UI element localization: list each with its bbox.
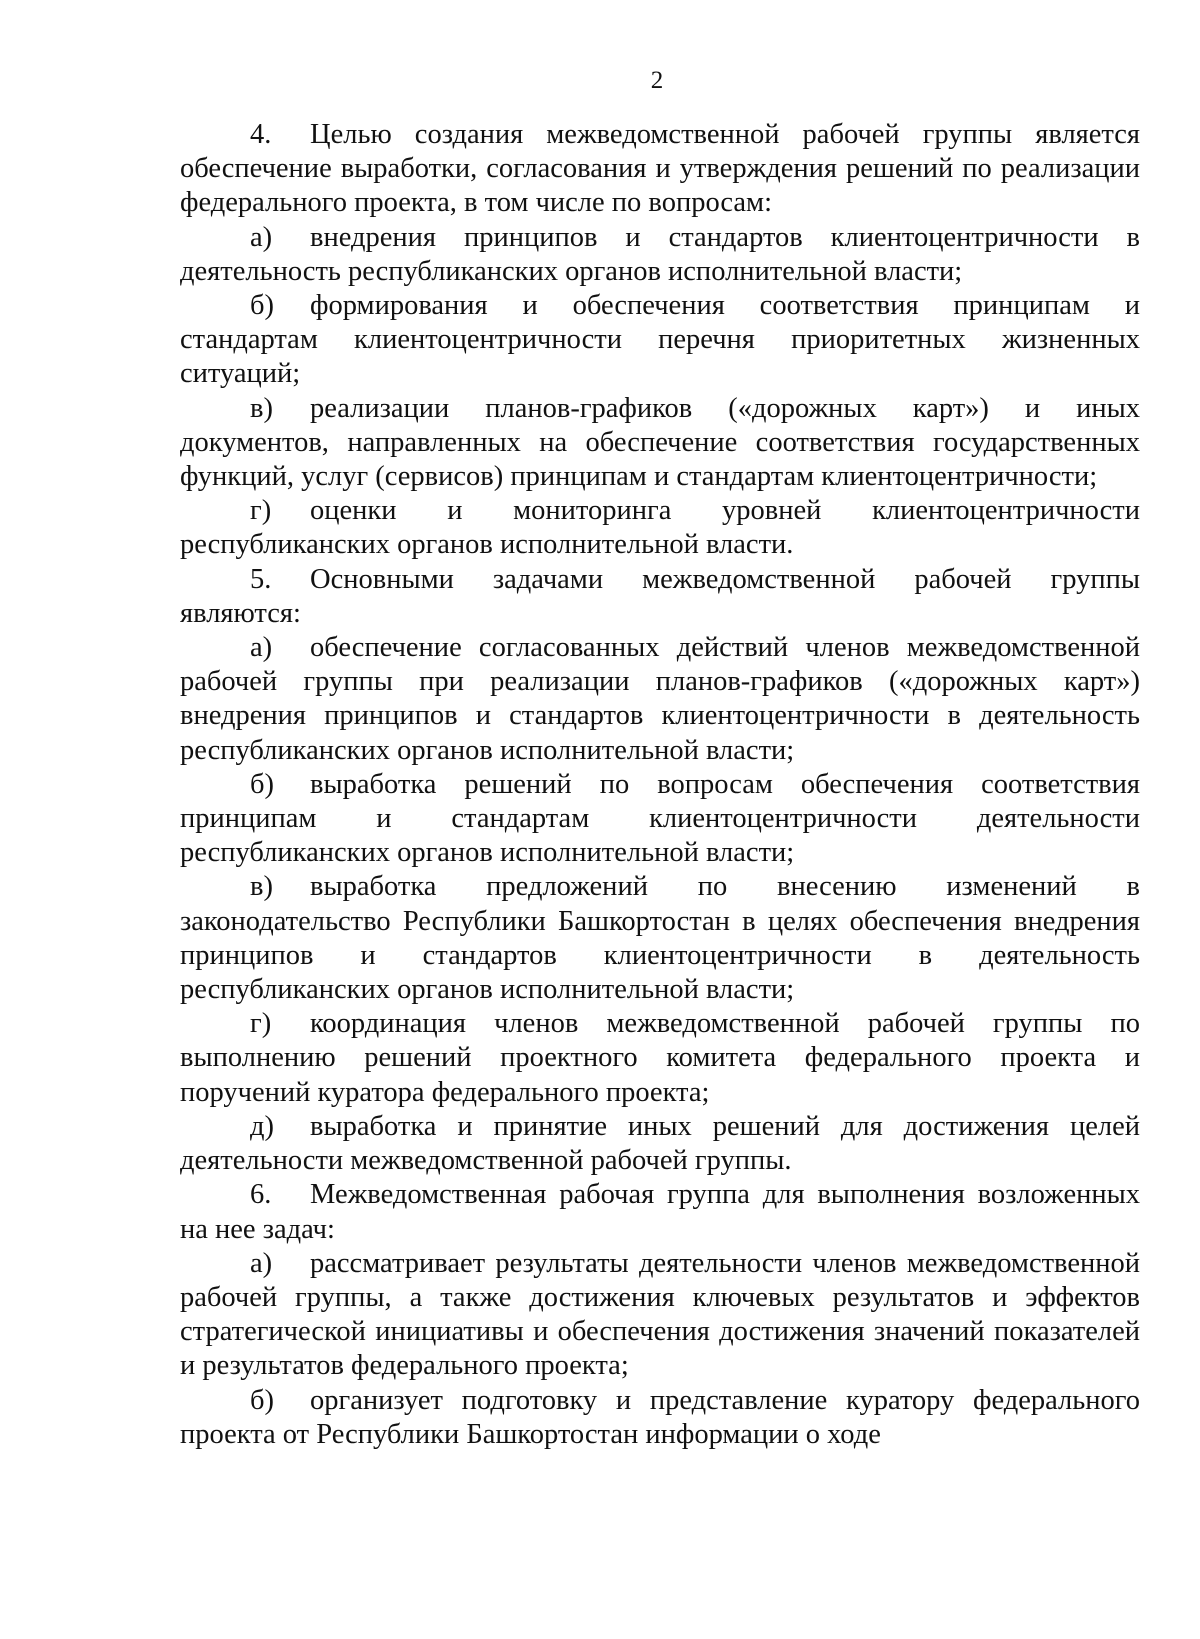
paragraph-text: внедрения принципов и стандартов клиентоцентричности в деятельность республиканских органов исполнительной власти; <box>180 221 1140 287</box>
item-number: 4. <box>250 119 272 150</box>
paragraph-6a <box>180 1247 1140 1384</box>
paragraph-5 <box>180 563 1140 631</box>
item-number: а) <box>250 1247 273 1279</box>
item-number: б) <box>250 768 274 800</box>
item-number: а) <box>250 632 273 664</box>
paragraph-text: выработка и принятие иных решений для достижения целей деятельности межведомственной рабочей группы. <box>180 1110 1140 1177</box>
item-number: 5. <box>250 563 272 595</box>
paragraph-text: обеспечение согласованных действий членов межведомственной рабочей группы при реализации планов-графиков («дорожных карт») внедрения принципов и стандартов клиентоцентричности в деятельность республиканских органов исполнительной власти; <box>180 632 1140 766</box>
paragraph-4b <box>180 289 1140 392</box>
paragraph-4v <box>180 392 1140 495</box>
paragraph-6b <box>180 1384 1140 1452</box>
paragraph-4g <box>180 494 1140 562</box>
paragraph-text: выработка решений по вопросам обеспечения соответствия принципам и стандартам клиентоцентричности деятельности республиканских органов исполнительной власти; <box>180 768 1140 869</box>
item-number: 6. <box>250 1179 272 1211</box>
paragraph-4 <box>180 118 1140 221</box>
paragraph-text: выработка предложений по внесению изменений в законодательство Республики Башкортостан в целях обеспечения внедрения принципов и стандартов клиентоцентричности в деятельность республиканских органов исполнительной власти; <box>180 871 1140 1006</box>
paragraph-text: Межведомственная рабочая группа для выполнения возложенных на нее задач: <box>180 1179 1140 1245</box>
page-number: 2 <box>650 67 664 94</box>
paragraph-text: реализации планов-графиков («дорожных карт») и иных документов, направленных на обеспечение соответствия государственных функций, услуг (сервисов) принципам и стандартам клиентоцентричности; <box>180 392 1140 493</box>
paragraph-5g <box>180 1007 1140 1110</box>
paragraph-text: Целью создания межведомственной рабочей группы является обеспечение выработки, согласования и утверждения решений по реализации федерального проекта, в том числе по вопросам: <box>180 119 1140 219</box>
item-number: г) <box>250 495 272 527</box>
paragraph-5v <box>180 870 1140 1007</box>
document-body <box>180 118 1140 1452</box>
item-number: в) <box>250 871 273 903</box>
item-number: г) <box>250 1008 272 1040</box>
paragraph-5a <box>180 631 1140 768</box>
paragraph-text: организует подготовку и представление куратору федерального проекта от Республики Башкортостан информации о ходе <box>180 1384 1140 1450</box>
paragraph-4a <box>180 221 1140 289</box>
paragraph-5b <box>180 768 1140 871</box>
paragraph-text: Основными задачами межведомственной рабочей группы являются: <box>180 563 1140 629</box>
paragraph-text: формирования и обеспечения соответствия принципам и стандартам клиентоцентричности перечня приоритетных жизненных ситуаций; <box>180 290 1140 390</box>
paragraph-6 <box>180 1178 1140 1246</box>
item-number: б) <box>250 290 274 322</box>
paragraph-text: оценки и мониторинга уровней клиентоцентричности республиканских органов исполнительной власти. <box>180 495 1140 561</box>
paragraph-text: координация членов межведомственной рабочей группы по выполнению решений проектного комитета федерального проекта и поручений куратора федерального проекта; <box>180 1008 1140 1108</box>
item-number: д) <box>250 1110 274 1142</box>
item-number: б) <box>250 1384 274 1416</box>
paragraph-5d <box>180 1110 1140 1178</box>
item-number: а) <box>250 221 273 253</box>
item-number: в) <box>250 392 273 424</box>
paragraph-text: рассматривает результаты деятельности членов межведомственной рабочей группы, а также достижения ключевых результатов и эффектов стратегической инициативы и обеспечения достижения значений показателей и результатов федерального проекта; <box>180 1247 1140 1382</box>
